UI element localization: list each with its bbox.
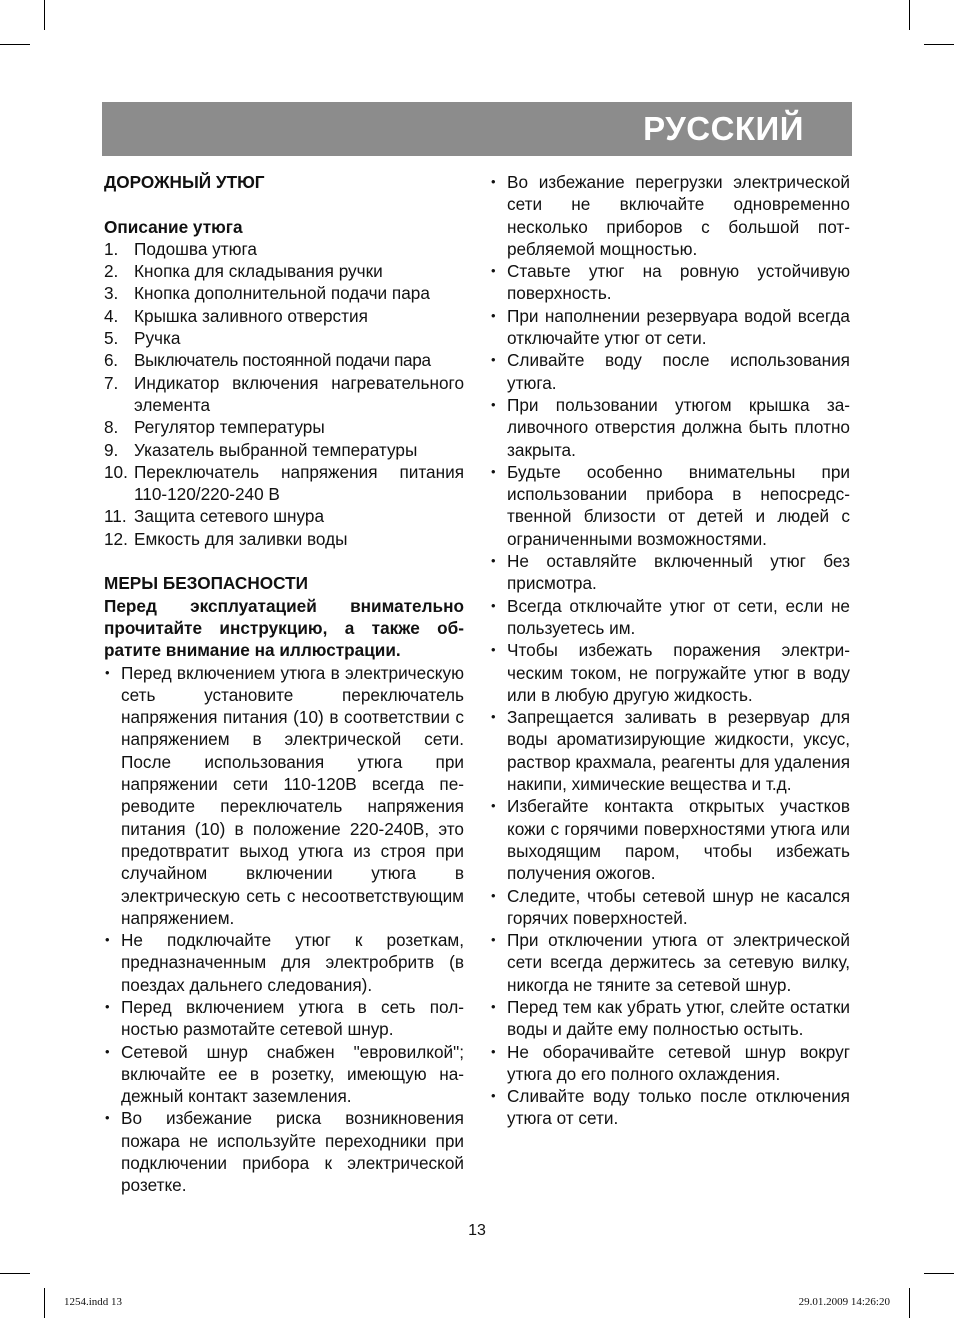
left-column bbox=[104, 171, 464, 1197]
safety-item: • Запрещается заливать в резервуар для воды ароматизирующие жидкости, уксус, раствор крахмала, реагенты для удаления накипи, химические вещества и т.д. bbox=[490, 706, 850, 795]
safety-item: • Следите, чтобы сетевой шнур не касался горячих поверхностей. bbox=[490, 885, 850, 930]
safety-item: • Сетевой шнур снабжен "евровилкой"; включайте ее в розетку, имеющую надежный контакт заземления. bbox=[104, 1041, 464, 1108]
safety-item: • Всегда отключайте утюг от сети, если не пользуетесь им. bbox=[490, 595, 850, 640]
crop-mark bbox=[924, 1273, 954, 1274]
safety-item: • При пользовании утюгом крышка заливочного отверстия должна быть плотно закрыта. bbox=[490, 394, 850, 461]
crop-mark bbox=[0, 1273, 30, 1274]
safety-heading: МЕРЫ БЕЗОПАСНОСТИ bbox=[104, 573, 308, 594]
part-item: 4. Крышка заливного отверстия bbox=[104, 305, 368, 326]
crop-mark bbox=[909, 0, 910, 30]
parts-list bbox=[104, 238, 464, 550]
part-item: 7. Индикатор включения нагревательного элемента bbox=[104, 372, 464, 415]
safety-item: • Сливайте воду после использования утюга. bbox=[490, 349, 850, 394]
safety-item: • Во избежание перегрузки электрической сети не включайте одновременно несколько приборов с большой потребляемой мощностью. bbox=[490, 171, 850, 260]
part-item: 3. Кнопка дополнительной подачи пара bbox=[104, 283, 430, 304]
right-column bbox=[490, 171, 850, 1130]
safety-item: • Будьте особенно внимательны при использовании прибора в непосредственной близости от детей и людей с ограниченными возможностями. bbox=[490, 461, 850, 550]
part-item: 1. Подошва утюга bbox=[104, 238, 257, 259]
safety-item: • Чтобы избежать поражения электрическим током, не погружайте утюг в воду или в любую другую жидкость. bbox=[490, 639, 850, 706]
page-number: 13 bbox=[468, 1222, 486, 1239]
language-title: РУССКИЙ bbox=[643, 110, 804, 147]
part-item: 10. Переключатель напряжения питания 110-120/220-240 В bbox=[104, 461, 464, 505]
safety-item: • Избегайте контакта открытых участков кожи с горячими поверхностями утюга или выходящим паром, чтобы избежать получения ожогов. bbox=[490, 795, 850, 884]
crop-mark bbox=[44, 0, 45, 30]
safety-item: • Не подключайте утюг к розеткам, предназначенным для электробритв (в поездах дальнего следования). bbox=[104, 929, 464, 996]
safety-item: • Сливайте воду только после отключения утюга от сети. bbox=[490, 1085, 850, 1130]
part-item: 6. Выключатель постоянной подачи пара bbox=[104, 350, 431, 371]
description-heading: Описание утюга bbox=[104, 216, 243, 237]
crop-mark bbox=[44, 1288, 45, 1318]
crop-mark bbox=[0, 44, 30, 45]
safety-item: • При отключении утюга от электрической сети всегда держитесь за сетевую вилку, никогда не тяните за сетевой шнур. bbox=[490, 929, 850, 996]
safety-item: • Перед включением утюга в сеть полностью размотайте сетевой шнур. bbox=[104, 996, 464, 1041]
safety-intro: Перед эксплуатацией внимательно прочитайте инструкцию, а также обратите внимание на иллюстрации. bbox=[104, 595, 464, 661]
footer-timestamp: 29.01.2009 14:26:20 bbox=[798, 1296, 890, 1308]
part-item: 12. Емкость для заливки воды bbox=[104, 528, 348, 549]
safety-list-right bbox=[490, 171, 850, 1130]
crop-mark bbox=[909, 1288, 910, 1318]
safety-item: • При наполнении резервуара водой всегда отключайте утюг от сети. bbox=[490, 305, 850, 350]
safety-item: • Перед включением утюга в электрическую сеть установите переключатель напряжения питания (10) в соответствии с напряжением в электрической сети. После использования утюга при напряжении сети 110-120В всегда переводите переключатель напряжения питания (10) в положение 220-240В, это предотвратит выход утюга из строя при случайном включении утюга в электрическую сеть с несоответствующим напряжением. bbox=[104, 662, 464, 930]
safety-item: • Ставьте утюг на ровную устойчивую поверхность. bbox=[490, 260, 850, 305]
part-item: 5. Ручка bbox=[104, 328, 181, 349]
safety-item: • Перед тем как убрать утюг, слейте остатки воды и дайте ему полностью остыть. bbox=[490, 996, 850, 1041]
safety-item: • Во избежание риска возникновения пожара не используйте переходники при подключении прибора к электрической розетке. bbox=[104, 1107, 464, 1196]
safety-item: • Не оборачивайте сетевой шнур вокруг утюга до его полного охлаждения. bbox=[490, 1041, 850, 1086]
language-banner bbox=[102, 102, 852, 156]
part-item: 11. Защита сетевого шнура bbox=[104, 506, 325, 527]
footer-file: 1254.indd 13 bbox=[64, 1296, 123, 1308]
safety-item: • Не оставляйте включенный утюг без присмотра. bbox=[490, 550, 850, 595]
part-item: 8. Регулятор температуры bbox=[104, 417, 325, 438]
safety-list-left bbox=[104, 662, 464, 1197]
product-title: ДОРОЖНЫЙ УТЮГ bbox=[104, 172, 265, 192]
part-item: 2. Кнопка для складывания ручки bbox=[104, 261, 383, 282]
part-item: 9. Указатель выбранной температуры bbox=[104, 439, 418, 460]
crop-mark bbox=[924, 44, 954, 45]
